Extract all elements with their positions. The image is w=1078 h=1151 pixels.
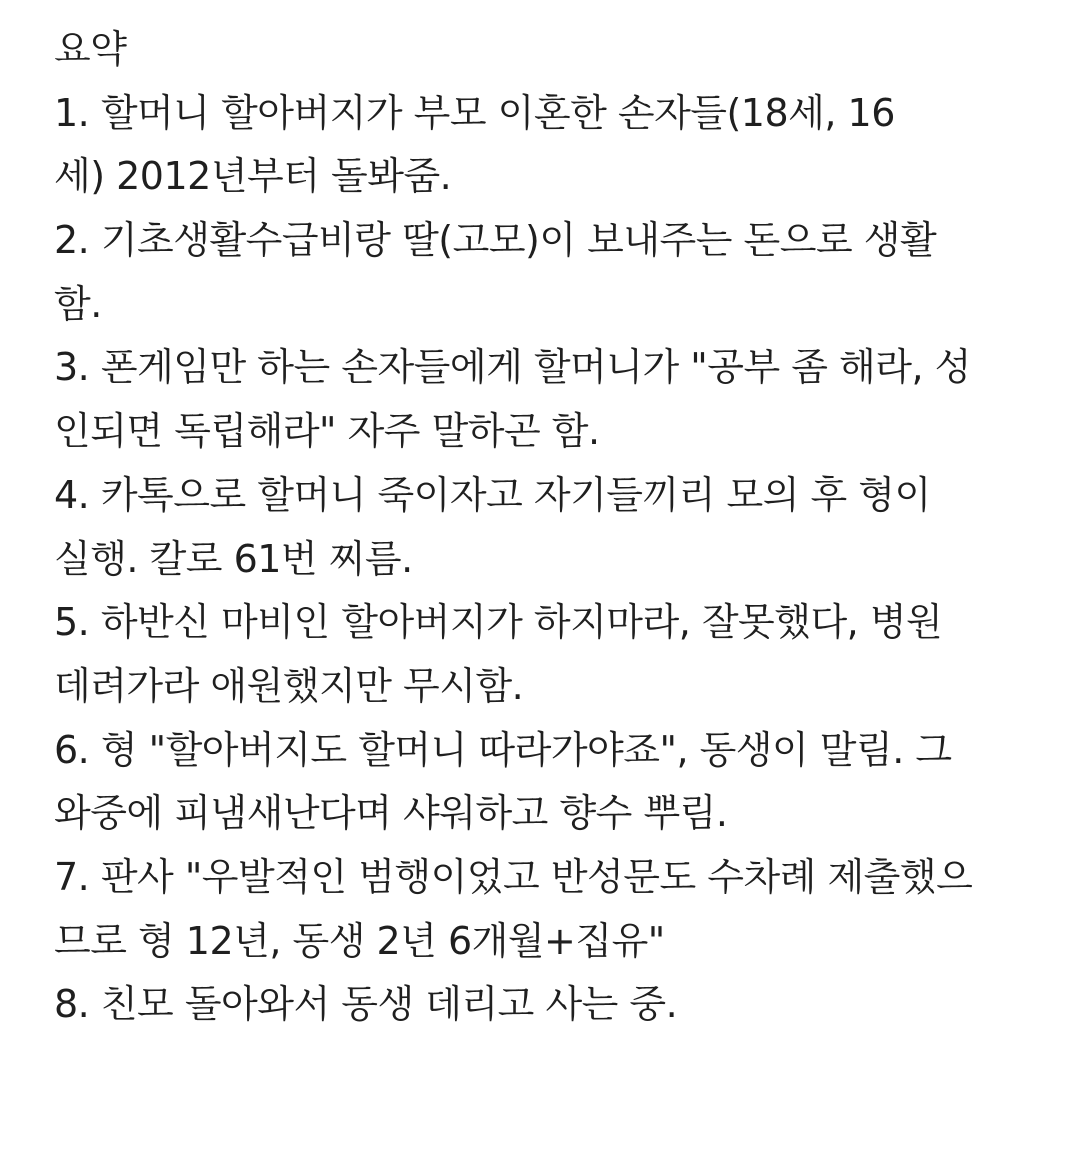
item-4-line-1: 4. 카톡으로 할머니 죽이자고 자기들끼리 모의 후 형이 <box>54 472 931 517</box>
item-5-line-1: 5. 하반신 마비인 할아버지가 하지마라, 잘못했다, 병원 <box>54 600 943 645</box>
document-body <box>54 18 1054 1037</box>
item-1-line-1: 1. 할머니 할아버지가 부모 이혼한 손자들(18세, 16 <box>54 90 895 135</box>
item-2-line-2: 함. <box>54 281 102 326</box>
item-8-line-1: 8. 친모 돌아와서 동생 데리고 사는 중. <box>54 982 678 1027</box>
item-6-line-1: 6. 형 "할아버지도 할머니 따라가야죠", 동생이 말림. 그 <box>54 727 952 772</box>
item-7-line-1: 7. 판사 "우발적인 범행이었고 반성문도 수차례 제출했으 <box>54 854 973 899</box>
summary-heading: 요약 <box>54 27 127 71</box>
item-6-line-2: 와중에 피냄새난다며 샤워하고 향수 뿌림. <box>54 791 728 836</box>
item-7-line-2: 므로 형 12년, 동생 2년 6개월+집유" <box>54 918 665 963</box>
item-1-line-2: 세) 2012년부터 돌봐줌. <box>54 154 452 199</box>
item-2-line-1: 2. 기초생활수급비랑 딸(고모)이 보내주는 돈으로 생활 <box>54 218 937 263</box>
item-3-line-2: 인되면 독립해라" 자주 말하곤 함. <box>54 409 600 454</box>
item-5-line-2: 데려가라 애원했지만 무시함. <box>54 663 524 708</box>
item-3-line-1: 3. 폰게임만 하는 손자들에게 할머니가 "공부 좀 해라, 성 <box>54 345 971 390</box>
item-4-line-2: 실행. 칼로 61번 찌름. <box>54 536 413 581</box>
